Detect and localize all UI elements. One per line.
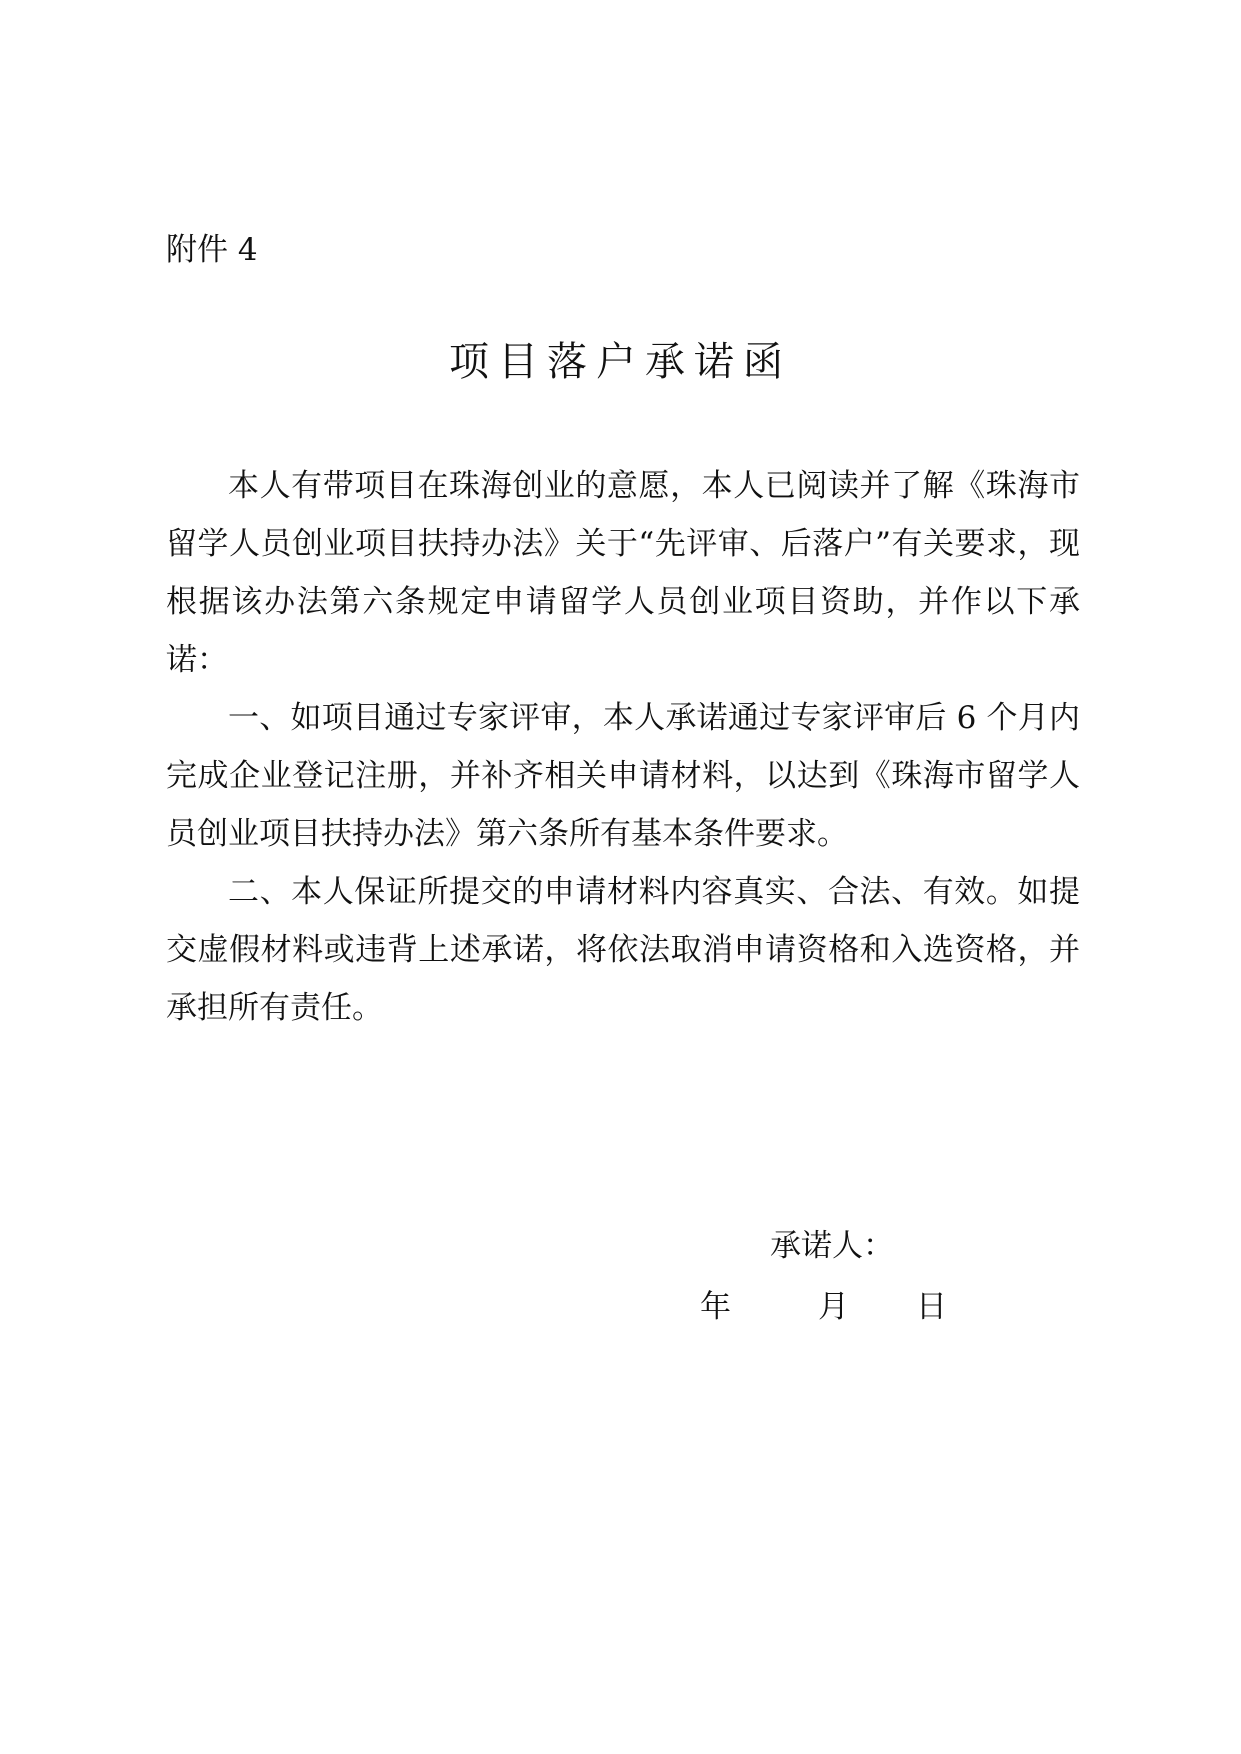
commitment-item-2: 二、本人保证所提交的申请材料内容真实、合法、有效。如提交虚假材料或违背上述承诺，将依法取消申请资格和入选资格，并承担所有责任。 — [166, 874, 1080, 1026]
date-month-label: 月 — [818, 1289, 849, 1325]
date-day-label: 日 — [916, 1289, 947, 1325]
date-year-label: 年 — [700, 1289, 731, 1325]
attachment-label: 附件 4 — [166, 232, 258, 268]
intro-paragraph: 本人有带项目在珠海创业的意愿，本人已阅读并了解《珠海市留学人员创业项目扶持办法》关于“先评审、后落户”有关要求，现根据该办法第六条规定申请留学人员创业项目资助，并作以下承诺： — [166, 468, 1080, 678]
commitment-item-1: 一、如项目通过专家评审，本人承诺通过专家评审后 6 个月内完成企业登记注册，并补齐相关申请材料，以达到《珠海市留学人员创业项目扶持办法》第六条所有基本条件要求。 — [166, 700, 1080, 852]
date-line — [700, 1285, 947, 1329]
document-body — [166, 457, 1080, 1037]
document-title: 项目落户承诺函 — [449, 339, 792, 385]
signature-label: 承诺人： — [770, 1228, 894, 1264]
